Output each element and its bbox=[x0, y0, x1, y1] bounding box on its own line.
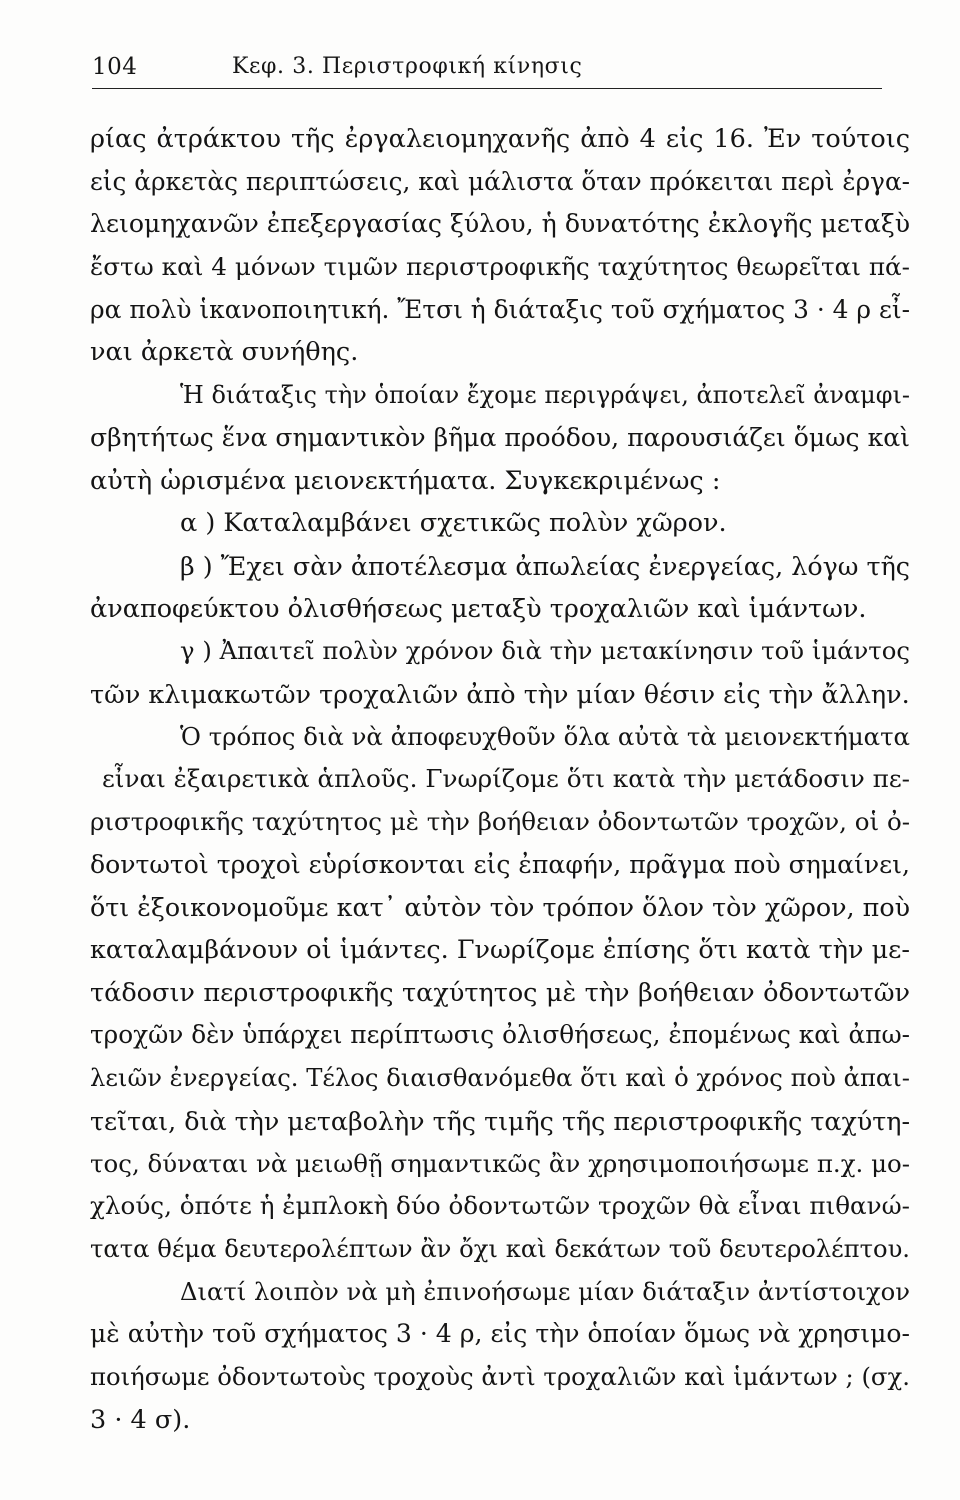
text-line: τατα θέμα δευτερολέπτων ἂν ὄχι καὶ δεκάτων τοῦ δευτερολέπτου. bbox=[90, 1234, 910, 1263]
text-line: ρίας ἀτράκτου τῆς ἐργαλειομηχανῆς ἀπὸ 4 εἰς 16. Ἐν τούτοις bbox=[90, 124, 910, 154]
text-line: μὲ αὐτὴν τοῦ σχήματος 3 · 4 ρ, εἰς τὴν ὁποίαν ὅμως νὰ χρησιμο- bbox=[90, 1319, 910, 1349]
list-item-c: γ ) Ἀπαιτεῖ πολὺν χρόνον διὰ τὴν μετακίνησιν τοῦ ἱμάντος bbox=[180, 636, 910, 666]
text-line: ποιήσωμε ὀδοντωτοὺς τροχοὺς ἀντὶ τροχαλιῶν καὶ ἱμάντων ; (σχ. bbox=[90, 1361, 910, 1391]
text-line: ἀναποφεύκτου ὀλισθήσεως μεταξὺ τροχαλιῶν καὶ ἱμάντων. bbox=[90, 593, 867, 624]
page-header bbox=[92, 48, 882, 88]
page-number: 104 bbox=[92, 54, 138, 80]
text-line: 3 · 4 σ). bbox=[90, 1404, 191, 1435]
paragraph-start-line: Ὁ τρόπος διὰ νὰ ἀποφευχθοῦν ὅλα αὐτὰ τὰ μειονεκτήματα bbox=[180, 721, 910, 751]
text-line: εἶναι ἐξαιρετικὰ ἁπλοῦς. Γνωρίζομε ὅτι κατὰ τὴν μετάδοσιν πε- bbox=[102, 764, 910, 794]
text-line: δοντωτοὶ τροχοὶ εὑρίσκονται εἰς ἐπαφήν, πρᾶγμα ποὺ σημαίνει, bbox=[90, 849, 910, 879]
text-line: τεῖται, διὰ τὴν μεταβολὴν τῆς τιμῆς τῆς περιστροφικῆς ταχύτη- bbox=[90, 1105, 910, 1136]
text-line: λειῶν ἐνεργείας. Τέλος διαισθανόμεθα ὅτι καὶ ὁ χρόνος ποὺ ἀπαι- bbox=[90, 1063, 910, 1093]
text-line: χλούς, ὁπότε ἡ ἐμπλοκὴ δύο ὀδοντωτῶν τροχῶν θὰ εἶναι πιθανώ- bbox=[90, 1191, 910, 1221]
text-line: λειομηχανῶν ἐπεξεργασίας ξύλου, ἡ δυνατότης ἐκλογῆς μεταξὺ bbox=[90, 209, 910, 239]
text-line: ρα πολὺ ἱκανοποιητική. Ἔτσι ἡ διάταξις τοῦ σχήματος 3 · 4 ρ εἶ- bbox=[90, 294, 910, 324]
text-line: ναι ἀρκετὰ συνήθης. bbox=[90, 337, 359, 368]
running-head: Κεφ. 3. Περιστροφική κίνησις bbox=[232, 54, 583, 79]
list-item-a: α ) Καταλαμβάνει σχετικῶς πολὺν χῶρον. bbox=[180, 508, 727, 539]
text-line: τος, δύναται νὰ μειωθῇ σημαντικῶς ἂν χρησιμοποιήσωμε π.χ. μο- bbox=[90, 1148, 910, 1178]
text-line: τάδοσιν περιστροφικῆς ταχύτητος μὲ τὴν βοήθειαν ὀδοντωτῶν bbox=[90, 977, 910, 1008]
text-line: ὅτι ἐξοικονομοῦμε κατ᾽ αὐτὸν τὸν τρόπον ὅλον τὸν χῶρον, ποὺ bbox=[90, 892, 910, 923]
text-line: εἰς ἀρκετὰς περιπτώσεις, καὶ μάλιστα ὅταν πρόκειται περὶ ἐργα- bbox=[90, 166, 910, 196]
text-line: ριστροφικῆς ταχύτητος μὲ τὴν βοήθειαν ὀδοντωτῶν τροχῶν, οἱ ὀ- bbox=[90, 807, 910, 836]
text-line: σβητήτως ἕνα σημαντικὸν βῆμα προόδου, παρουσιάζει ὅμως καὶ bbox=[90, 422, 910, 452]
paragraph-start-line: Ἡ διάταξις τὴν ὁποίαν ἔχομε περιγράψει, ἀποτελεῖ ἀναμφι- bbox=[180, 381, 910, 410]
text-line: αὐτὴ ὡρισμένα μειονεκτήματα. Συγκεκριμένως : bbox=[90, 465, 721, 496]
text-line: ἔστω καὶ 4 μόνων τιμῶν περιστροφικῆς ταχύτητος θεωρεῖται πά- bbox=[90, 252, 910, 282]
text-line: καταλαμβάνουν οἱ ἱμάντες. Γνωρίζομε ἐπίσης ὅτι κατὰ τὴν με- bbox=[90, 935, 910, 966]
paragraph-start-line: Διατί λοιπὸν νὰ μὴ ἐπινοήσωμε μίαν διάταξιν ἀντίστοιχον bbox=[180, 1276, 910, 1306]
list-item-b: β ) Ἔχει σὰν ἀποτέλεσμα ἀπωλείας ἐνεργείας, λόγω τῆς bbox=[180, 550, 910, 581]
text-line: τῶν κλιμακωτῶν τροχαλιῶν ἀπὸ τὴν μίαν θέσιν εἰς τὴν ἄλλην. bbox=[90, 678, 910, 709]
body-text bbox=[90, 118, 910, 1441]
text-line: τροχῶν δὲν ὑπάρχει περίπτωσις ὀλισθήσεως, ἐπομένως καὶ ἀπω- bbox=[90, 1020, 910, 1050]
header-rule bbox=[92, 88, 882, 89]
